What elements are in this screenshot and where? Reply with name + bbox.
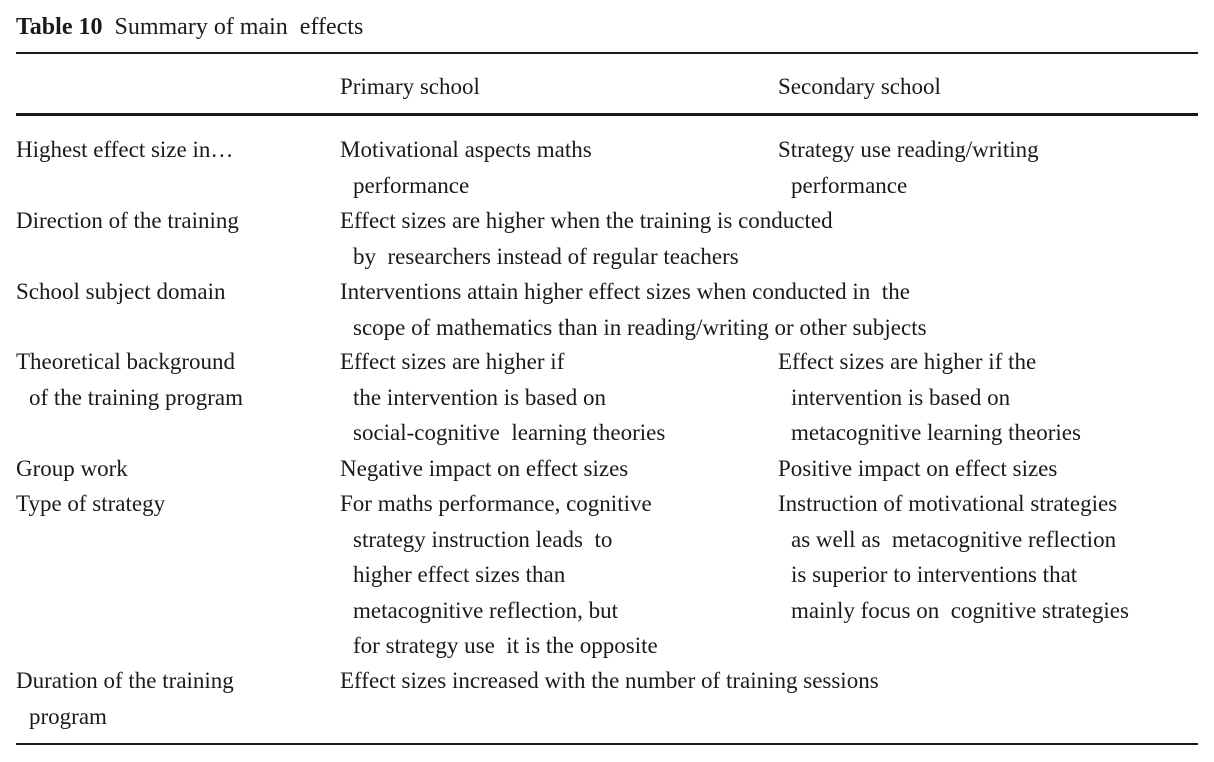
row-3-both-cell (340, 274, 927, 345)
cell-line: higher effect sizes than (353, 562, 566, 587)
table-label: Table 10 (16, 14, 103, 40)
cell-line: scope of mathematics than in reading/writing or other subjects (353, 314, 927, 340)
cell-line: Effect sizes are higher if the (778, 349, 1037, 374)
cell-line: program (29, 703, 107, 729)
row-6-label-cell (16, 486, 165, 522)
row-1-primary-cell (340, 132, 592, 203)
cell-line: of the training program (29, 384, 243, 410)
cell-line: Highest effect size in… (16, 137, 234, 162)
row-1-secondary-cell (778, 132, 1039, 203)
row-5-label-cell (16, 451, 128, 487)
row-2-both-cell (340, 203, 833, 274)
row-5-secondary-cell (778, 451, 1057, 487)
cell-line: by researchers instead of regular teachers (353, 243, 739, 269)
bottom-rule (16, 743, 1198, 745)
table-caption (16, 10, 363, 44)
cell-line: Interventions attain higher effect sizes when conducted in the (340, 279, 910, 304)
row-1-label-cell (16, 132, 233, 168)
column-header-primary: Primary school (340, 74, 480, 99)
column-header-secondary: Secondary school (778, 74, 941, 99)
cell-line: Theoretical background (16, 349, 236, 374)
row-5-primary-cell (340, 451, 628, 487)
cell-line: For maths performance, cognitive (340, 491, 652, 516)
row-3-label-cell (16, 274, 226, 310)
cell-line: the intervention is based on (353, 384, 606, 410)
cell-line: performance (791, 172, 908, 198)
cell-line: Type of strategy (16, 491, 166, 516)
cell-line: Strategy use reading/writing (778, 137, 1039, 162)
row-7-label-cell (16, 663, 234, 734)
row-2-label-cell (16, 203, 239, 239)
cell-line: mainly focus on cognitive strategies (791, 597, 1129, 623)
top-rule (16, 52, 1198, 54)
cell-line: Duration of the training (16, 668, 234, 693)
cell-line: Effect sizes increased with the number of training sessions (340, 668, 879, 693)
cell-line: Group work (16, 456, 128, 481)
cell-line: intervention is based on (791, 384, 1011, 410)
cell-line: for strategy use it is the opposite (353, 633, 658, 658)
table-title: Summary of main effects (114, 14, 364, 40)
cell-line: Effect sizes are higher when the training is conducted (340, 208, 833, 233)
cell-line: is superior to interventions that (791, 562, 1078, 587)
cell-line: performance (353, 172, 470, 198)
cell-line: metacognitive reflection, but (353, 597, 619, 623)
row-6-primary-cell (340, 486, 658, 664)
cell-line: Positive impact on effect sizes (778, 456, 1058, 481)
cell-line: Negative impact on effect sizes (340, 456, 629, 481)
row-4-label-cell (16, 344, 243, 415)
cell-line: as well as metacognitive reflection (791, 526, 1117, 552)
row-7-both-cell (340, 663, 879, 699)
row-4-secondary-cell (778, 344, 1081, 451)
row-6-secondary-cell (778, 486, 1129, 628)
cell-line: strategy instruction leads to (353, 526, 613, 552)
header-rule (16, 113, 1198, 116)
cell-line: Effect sizes are higher if (340, 349, 565, 374)
cell-line: social-cognitive learning theories (353, 420, 666, 445)
row-4-primary-cell (340, 344, 665, 451)
cell-line: Motivational aspects maths (340, 137, 592, 162)
cell-line: metacognitive learning theories (791, 420, 1081, 445)
cell-line: Instruction of motivational strategies (778, 491, 1118, 516)
cell-line: Direction of the training (16, 208, 239, 233)
cell-line: School subject domain (16, 279, 226, 304)
